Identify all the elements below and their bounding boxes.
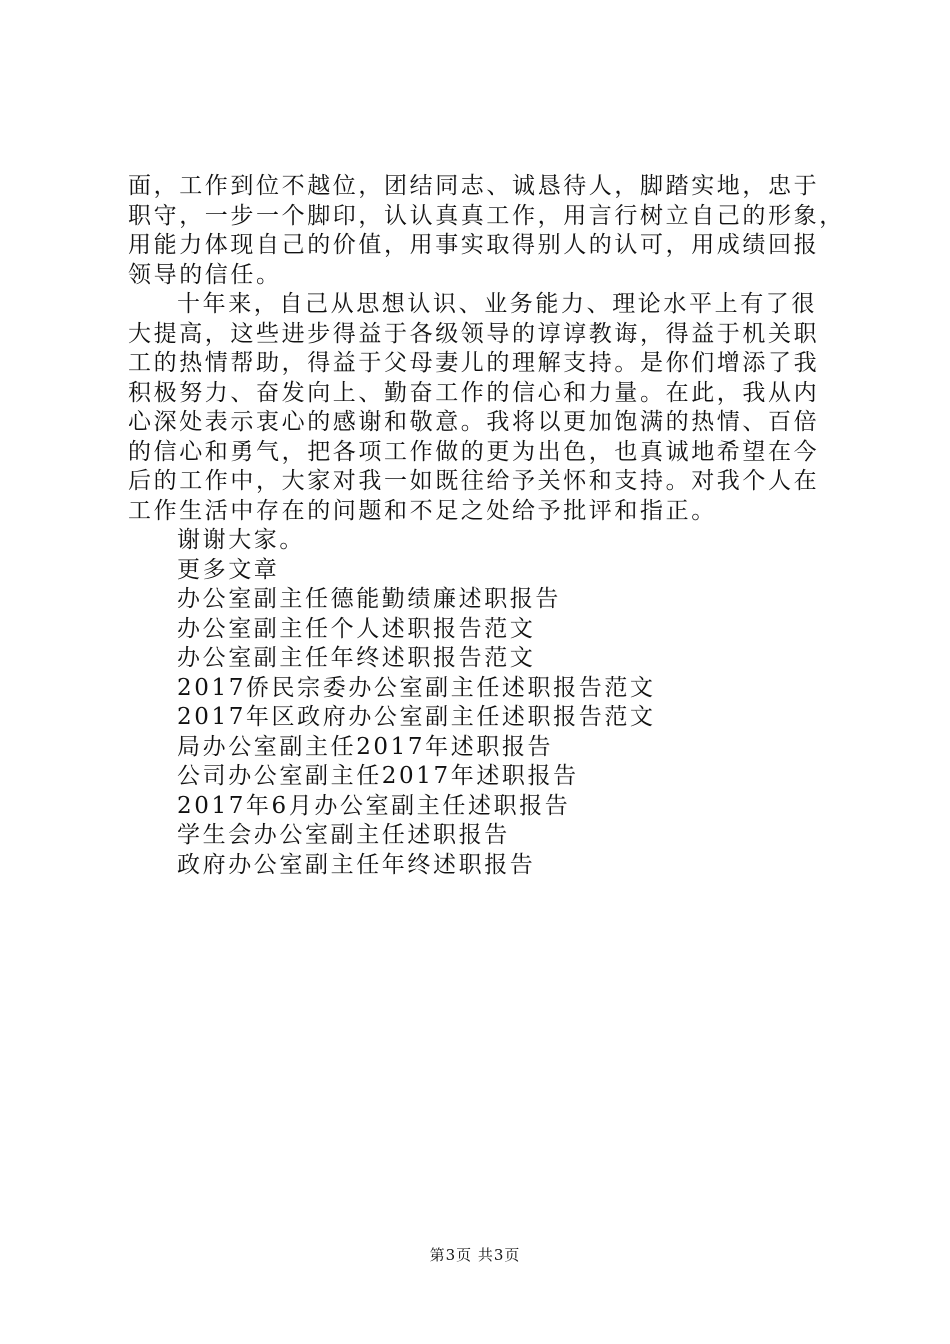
article-link[interactable]: 局办公室副主任2017年述职报告 xyxy=(177,733,554,760)
text-line: 大提高，这些进步得益于各级领导的谆谆教诲，得益于机关职 xyxy=(128,320,820,347)
text-line: 的信心和勇气，把各项工作做的更为出色，也真诚地希望在今 xyxy=(128,438,820,465)
page-number-footer: 第3页 共3页 xyxy=(429,1246,521,1264)
text-line: 职守，一步一个脚印，认认真真工作，用言行树立自己的形象， xyxy=(128,202,845,229)
article-link[interactable]: 办公室副主任德能勤绩廉述职报告 xyxy=(177,586,561,612)
thanks-line: 谢谢大家。 xyxy=(177,527,305,553)
text-line: 积极努力、奋发向上、勤奋工作的信心和力量。在此，我从内 xyxy=(128,379,820,406)
more-articles-list xyxy=(128,585,828,880)
article-link[interactable]: 政府办公室副主任年终述职报告 xyxy=(177,851,536,878)
more-articles-heading: 更多文章 xyxy=(177,556,280,583)
text-line: 后的工作中，大家对我一如既往给予关怀和支持。对我个人在 xyxy=(128,468,820,494)
article-link[interactable]: 2017年6月办公室副主任述职报告 xyxy=(177,792,571,819)
article-link[interactable]: 2017年区政府办公室副主任述职报告范文 xyxy=(177,704,656,730)
text-line: 十年来，自己从思想认识、业务能力、理论水平上有了很 xyxy=(177,291,817,317)
text-line: 工的热情帮助，得益于父母妻儿的理解支持。是你们增添了我 xyxy=(128,350,820,376)
article-link[interactable]: 学生会办公室副主任述职报告 xyxy=(177,822,510,848)
text-line: 工作生活中存在的问题和不足之处给予批评和指正。 xyxy=(128,497,717,524)
article-link[interactable]: 公司办公室副主任2017年述职报告 xyxy=(177,763,579,789)
article-link[interactable]: 2017侨民宗委办公室副主任述职报告范文 xyxy=(177,674,656,701)
article-link[interactable]: 办公室副主任年终述职报告范文 xyxy=(177,645,536,671)
article-link[interactable]: 办公室副主任个人述职报告范文 xyxy=(177,615,536,642)
document-body xyxy=(128,172,845,880)
text-line: 面，工作到位不越位，团结同志、诚恳待人，脚踏实地，忠于 xyxy=(128,173,820,199)
paragraph-1 xyxy=(128,172,845,290)
text-line: 心深处表示衷心的感谢和敬意。我将以更加饱满的热情、百倍 xyxy=(128,409,820,435)
paragraph-2 xyxy=(128,290,828,526)
text-line: 用能力体现自己的价值，用事实取得别人的认可，用成绩回报 xyxy=(128,232,820,258)
text-line: 领导的信任。 xyxy=(128,261,282,288)
